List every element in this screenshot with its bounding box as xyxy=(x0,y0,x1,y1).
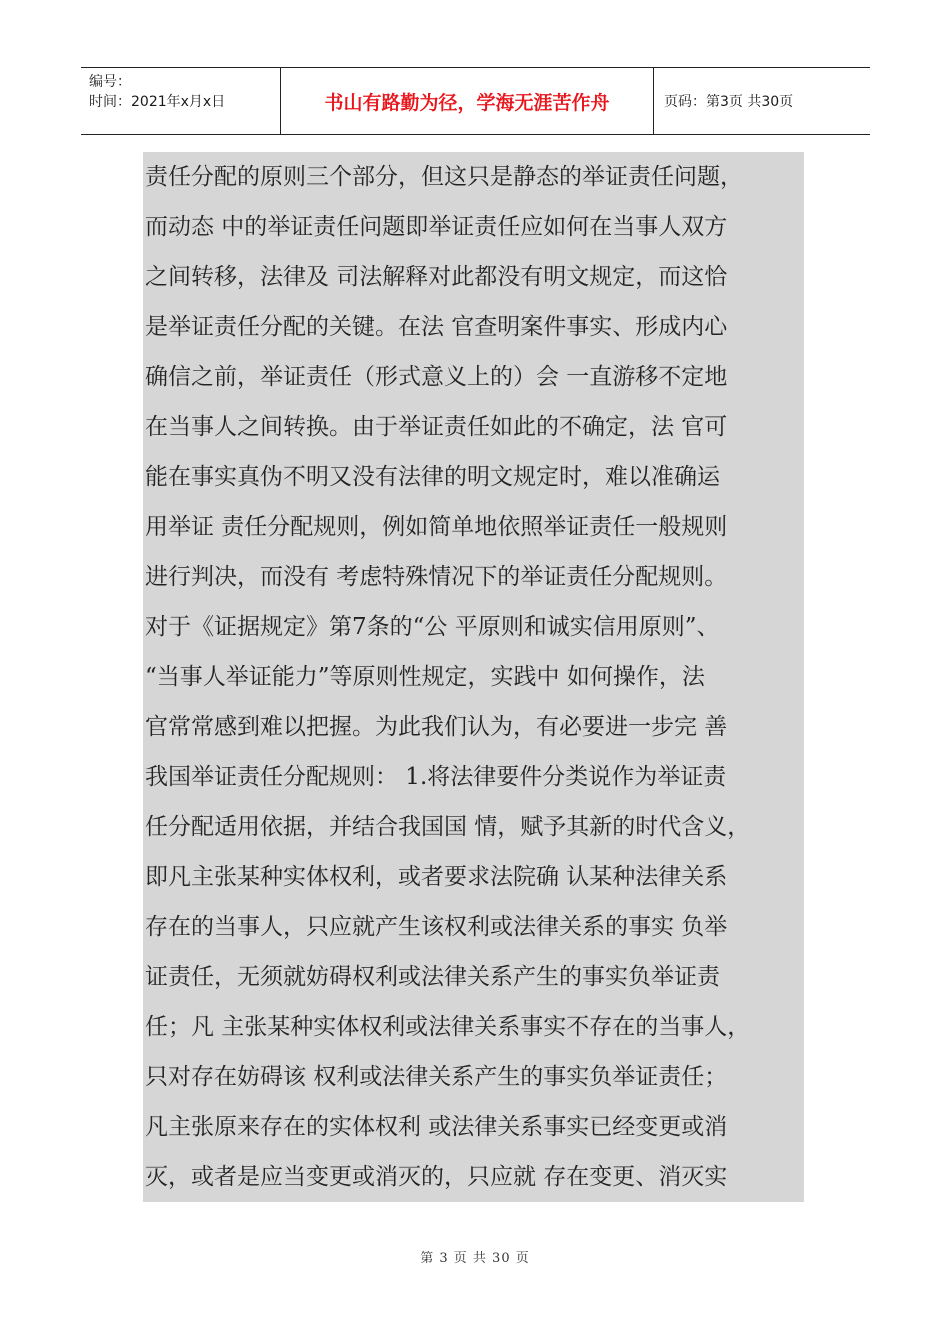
body-text-line: 灭，或者是应当变更或消灭的，只应就 存在变更、消灭实 xyxy=(145,1164,728,1190)
header-motto-cell xyxy=(281,68,654,134)
body-text-line: 存在的当事人，只应就产生该权利或法律关系的事实 负举 xyxy=(145,914,728,940)
body-text-line: 官常常感到难以把握。为此我们认为，有必要进一步完 善 xyxy=(145,714,728,740)
page-footer: 第 3 页 共 30 页 xyxy=(420,1251,530,1266)
body-text-block xyxy=(143,152,804,1202)
body-text-line: 是举证责任分配的关键。在法 官查明案件事实、形成内心 xyxy=(145,314,728,340)
body-text-line: 用举证 责任分配规则，例如简单地依照举证责任一般规则 xyxy=(145,514,728,540)
body-text-line: 进行判决，而没有 考虑特殊情况下的举证责任分配规则。 xyxy=(145,564,728,590)
body-text-line: 即凡主张某种实体权利，或者要求法院确 认某种法律关系 xyxy=(145,864,728,890)
body-text-line: 任；凡 主张某种实体权利或法律关系事实不存在的当事人， xyxy=(145,1014,751,1040)
document-number-label: 编号： xyxy=(89,74,131,90)
document-date: 时间：2021年x月x日 xyxy=(89,94,226,110)
body-text-line: 而动态 中的举证责任问题即举证责任应如何在当事人双方 xyxy=(145,214,728,240)
body-text-line: 任分配适用依据，并结合我国国 情，赋予其新的时代含义， xyxy=(145,814,751,840)
header-motto: 书山有路勤为径，学海无涯苦作舟 xyxy=(324,91,610,114)
body-text-line: 证责任，无须就妨碍权利或法律关系产生的事实负举证责 xyxy=(145,964,720,990)
header-page-info: 页码：第3页 共30页 xyxy=(664,94,794,110)
header-table xyxy=(81,67,870,135)
body-text-line: 在当事人之间转换。由于举证责任如此的不确定，法 官可 xyxy=(145,414,728,440)
body-text-line: 对于《证据规定》第7条的“公 平原则和诚实信用原则”、 xyxy=(145,614,720,640)
body-text-line: 确信之前，举证责任（形式意义上的）会 一直游移不定地 xyxy=(145,364,728,390)
body-text-line: 凡主张原来存在的实体权利 或法律关系事实已经变更或消 xyxy=(145,1114,728,1140)
body-text-line: “当事人举证能力”等原则性规定，实践中 如何操作，法 xyxy=(145,664,705,690)
body-text-line: 责任分配的原则三个部分，但这只是静态的举证责任问题， xyxy=(145,164,743,190)
header-meta-cell xyxy=(81,68,281,134)
header-page-cell xyxy=(654,68,870,134)
body-text-line: 只对存在妨碍该 权利或法律关系产生的事实负举证责任； xyxy=(145,1064,728,1090)
body-text-line: 我国举证责任分配规则： 1.将法律要件分类说作为举证责 xyxy=(145,764,727,790)
body-text-line: 能在事实真伪不明又没有法律的明文规定时，难以准确运 xyxy=(145,464,720,490)
body-text-line: 之间转移，法律及 司法解释对此都没有明文规定，而这恰 xyxy=(145,264,728,290)
